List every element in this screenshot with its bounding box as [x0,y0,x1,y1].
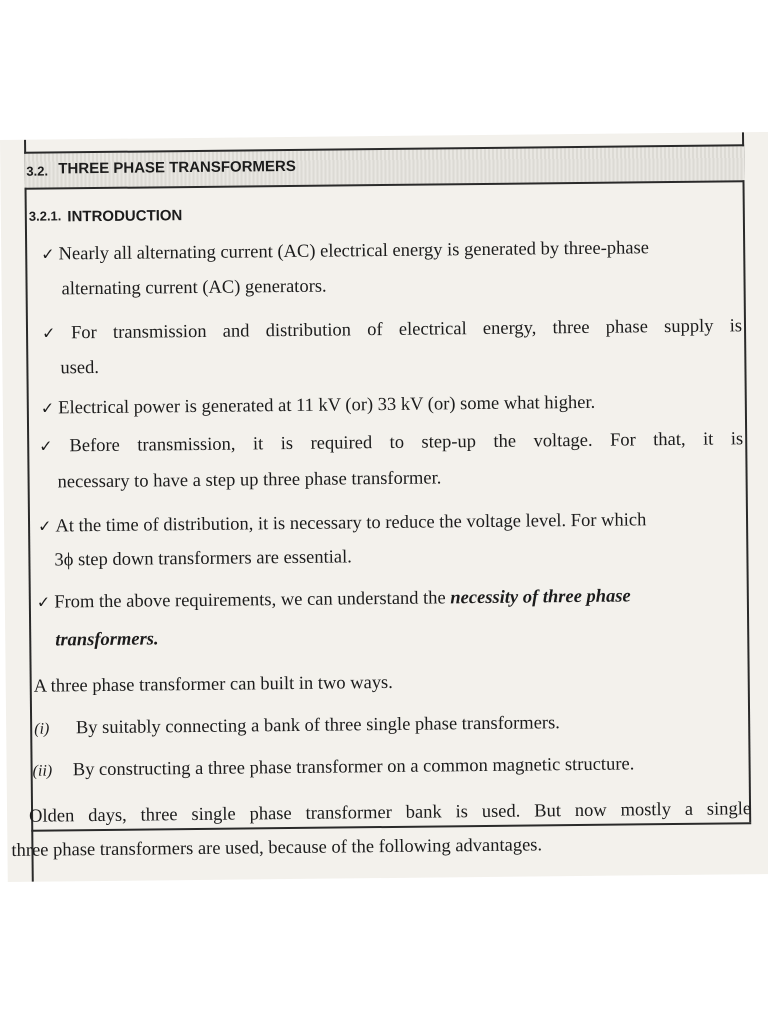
bullet-1-line-1 [41,237,649,265]
bullet-3-text-1: Electrical power is generated at 11 kV (or) 33 kV (or) some what higher. [58,392,596,419]
bullet-4-line-2: necessary to have a step up three phase transformer. [57,468,442,493]
bullet-4-text-1: Before transmission, it is required to step-up the voltage. For that, it is [69,429,744,457]
way-2-text: By constructing a three phase transformer on a common magnetic structure. [72,754,635,781]
way-2 [33,753,635,782]
closing-line-1: Olden days, three single phase transformer bank is used. But now mostly a single [29,799,752,827]
bullet-6-line-2: transformers. [55,629,159,651]
bullet-5-line-2: 3ϕ step down transformers are essential. [54,547,352,571]
bullet-6-text-1: From the above requirements, we can understand the [54,588,446,613]
bullet-2-text-1: For transmission and distribution of electrical energy, three phase supply is [70,316,743,344]
bullet-6-emphasis: necessity of three phase [450,586,631,609]
check-mark-icon: ✓ [37,516,52,536]
bullet-4-line-1 [39,428,743,457]
way-1 [34,712,560,741]
way-1-text: By suitably connecting a bank of three single phase transformers. [75,713,560,739]
subsection-heading [29,207,183,226]
section-title: THREE PHASE TRANSFORMERS [58,157,296,178]
check-mark-icon: ✓ [40,398,55,418]
way-1-marker: (i) [34,720,50,738]
section-header-bar [24,144,744,190]
book-page [0,132,768,882]
bullet-1-text-1: Nearly all alternating current (AC) electrical energy is generated by three-phase [58,238,650,265]
subsection-title: INTRODUCTION [67,207,183,226]
right-margin-rule [742,132,751,822]
check-mark-icon: ✓ [36,592,51,612]
bullet-2-line-1 [42,315,742,344]
check-mark-icon: ✓ [41,323,68,343]
bullet-5-text-1: At the time of distribution, it is necessary to reduce the voltage level. For which [55,510,647,537]
check-mark-icon: ✓ [41,244,55,264]
ways-intro: A three phase transformer can built in two ways. [33,672,393,697]
check-mark-icon: ✓ [39,436,66,456]
section-number: 3.2. [26,163,49,179]
bullet-3-line-1 [41,392,596,420]
way-2-marker: (ii) [32,762,53,780]
closing-line-2: three phase transformers are used, because of the following advantages. [11,835,543,861]
bullet-2-line-2: used. [60,357,100,379]
subsection-number: 3.2.1. [28,208,62,224]
bullet-1-line-2: alternating current (AC) generators. [61,276,327,300]
bullet-5-line-1 [38,509,646,537]
bullet-6-line-1 [37,585,631,613]
